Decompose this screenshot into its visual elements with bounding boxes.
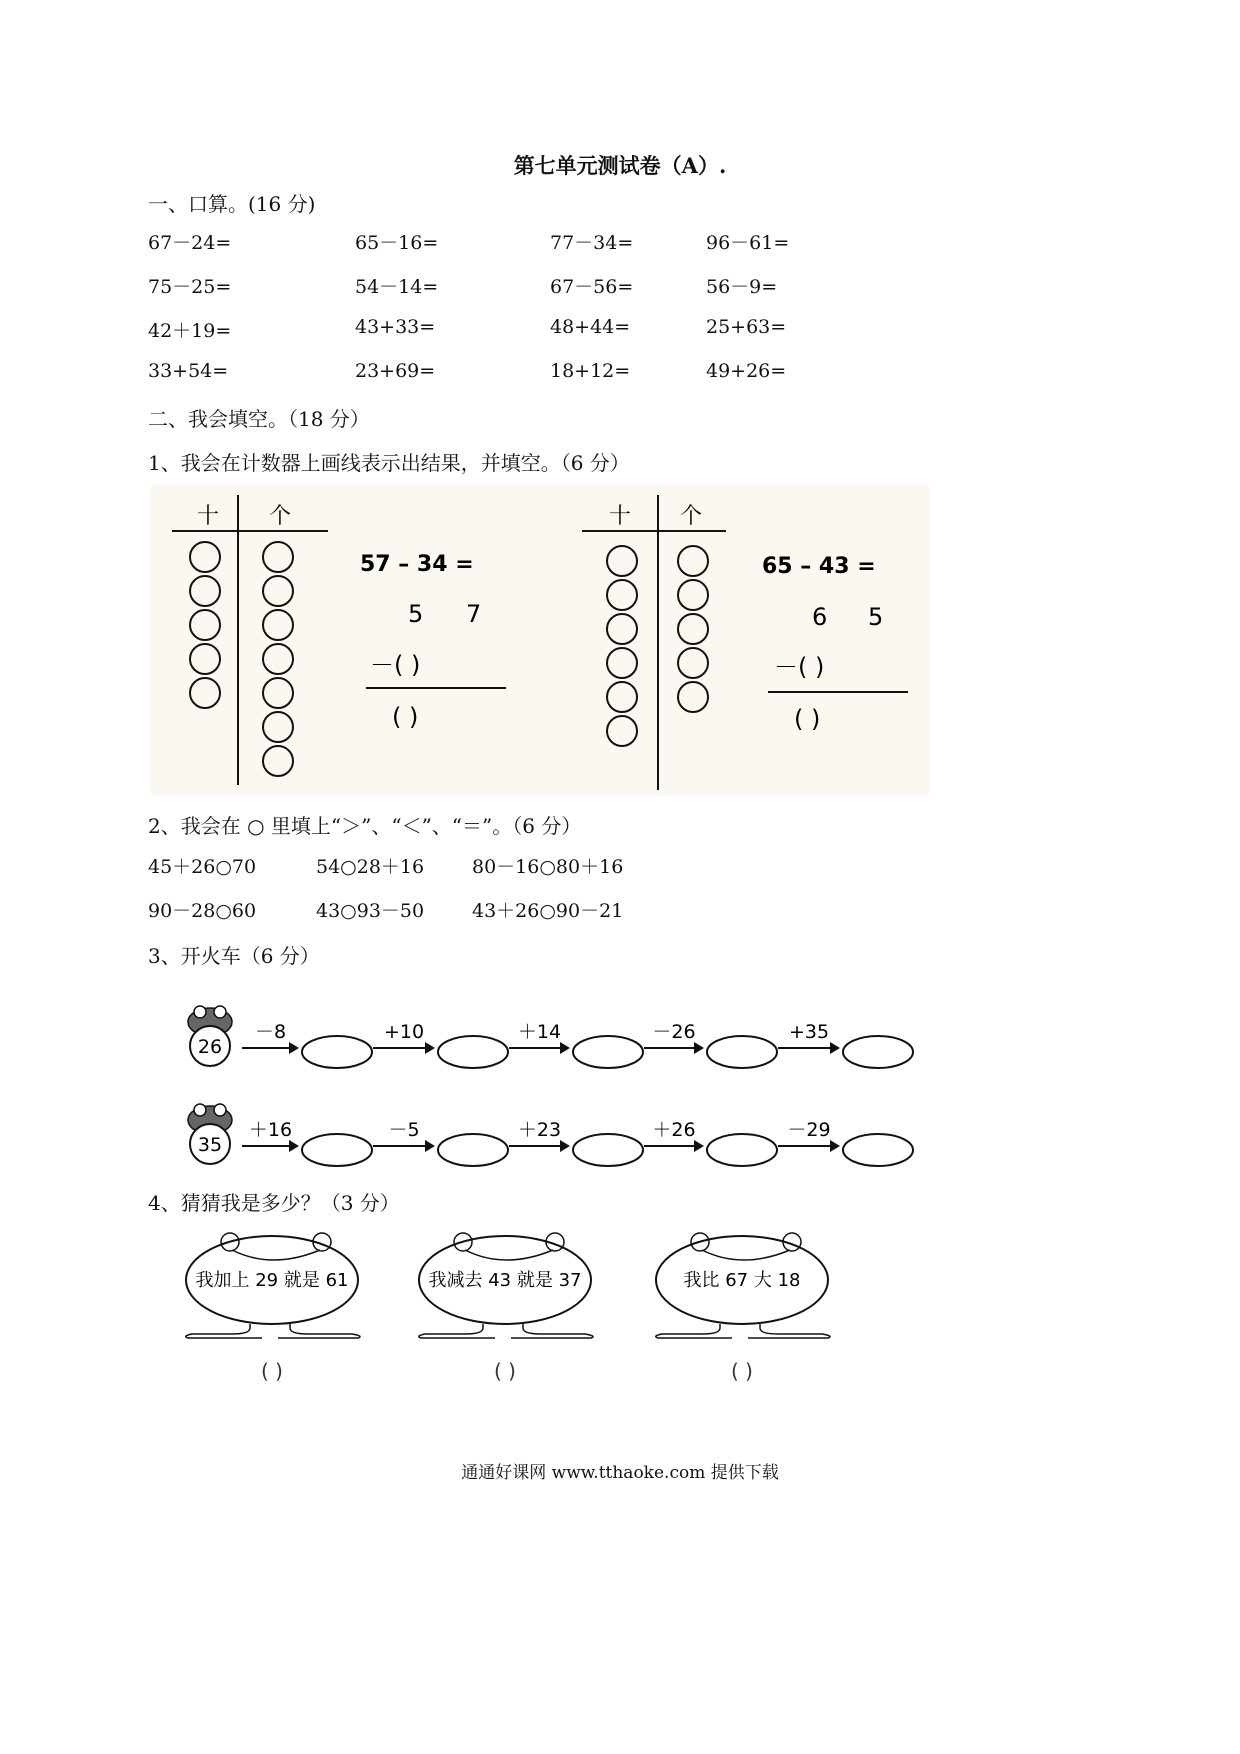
compare-item: 43＋26○90－21 (472, 900, 624, 922)
mental-math-item: 33+54= (148, 360, 229, 382)
mental-math-item: 96－61= (706, 232, 790, 254)
foot-icon (186, 1324, 262, 1338)
answer-oval (438, 1036, 508, 1068)
arrow-head-icon (830, 1140, 840, 1152)
answer-blank: ( ) (261, 1359, 283, 1383)
train-operation: －8 (254, 1021, 287, 1043)
answer-oval (438, 1134, 508, 1166)
compare-item: 54○28＋16 (316, 856, 425, 878)
mental-math-item: 54－14= (355, 276, 439, 298)
train-operation: －26 (652, 1021, 696, 1043)
guess-figure (185, 1228, 875, 1388)
answer-blank: ( ) (731, 1359, 753, 1383)
train-operation: ＋16 (248, 1119, 293, 1141)
train-operation: ＋26 (652, 1119, 696, 1141)
mental-math-item: 42＋19= (148, 320, 232, 342)
answer-oval (707, 1134, 777, 1166)
start-number: 35 (197, 1134, 223, 1156)
train-operation: +10 (383, 1021, 425, 1043)
mental-math-item: 75－25= (148, 276, 232, 298)
mental-math-item: 49+26= (706, 360, 787, 382)
train-operation: －29 (787, 1119, 831, 1141)
answer-blank: ( ) (494, 1359, 516, 1383)
result-blank: ( ) (392, 703, 419, 731)
mental-math-item: 56－9= (706, 276, 778, 298)
train-figure (170, 990, 930, 1170)
answer-oval (302, 1036, 372, 1068)
minus-blank: －( ) (774, 653, 825, 681)
tens-label: 十 (608, 504, 632, 529)
compare-item: 80－16○80＋16 (472, 856, 624, 878)
mental-math-item: 23+69= (355, 360, 436, 382)
top-ones-digit: 5 (868, 603, 884, 631)
bubble-text: 我加上 29 就是 61 (195, 1270, 349, 1291)
compare-item: 90－28○60 (148, 900, 257, 922)
minus-blank: －( ) (370, 651, 421, 679)
foot-icon (419, 1324, 495, 1338)
page-title: 第七单元测试卷（A）. (513, 153, 727, 178)
equation: 65 – 43 = (762, 554, 876, 579)
answer-oval (707, 1036, 777, 1068)
arm-line (465, 1250, 553, 1260)
mental-math-item: 67－24= (148, 232, 232, 254)
train-row (188, 1104, 913, 1166)
arrow-head-icon (694, 1140, 704, 1152)
arrow-head-icon (425, 1140, 435, 1152)
frog-eye-icon (214, 1006, 226, 1018)
compare-item: 45＋26○70 (148, 856, 257, 878)
arrow-head-icon (560, 1140, 570, 1152)
section2-heading: 二、我会填空。（18 分） (148, 407, 370, 431)
top-ones-digit: 7 (466, 600, 482, 628)
mental-math-item: 77－34= (550, 232, 634, 254)
bubble-text: 我比 67 大 18 (683, 1270, 801, 1291)
train-row (188, 1006, 913, 1068)
answer-oval (302, 1134, 372, 1166)
arrow-head-icon (830, 1042, 840, 1054)
foot-icon (511, 1324, 593, 1338)
arrow-head-icon (694, 1042, 704, 1054)
footer-text: 通通好课网 www.tthaoke.com 提供下载 (461, 1463, 779, 1483)
start-number: 26 (197, 1036, 223, 1058)
q4-heading: 4、猜猜我是多少？（3 分） (148, 1191, 400, 1215)
compare-item: 43○93－50 (316, 900, 425, 922)
train-operation: ＋23 (517, 1119, 562, 1141)
top-tens-digit: 6 (812, 603, 828, 631)
arm-line (702, 1250, 790, 1260)
tens-label: 十 (196, 504, 220, 529)
ones-label: 个 (679, 504, 703, 529)
frog-eye-icon (214, 1104, 226, 1116)
train-operation: +35 (788, 1021, 830, 1043)
guess-character (419, 1233, 593, 1383)
train-operation: －5 (388, 1119, 420, 1141)
result-blank: ( ) (794, 705, 821, 733)
frog-eye-icon (194, 1104, 206, 1116)
answer-oval (843, 1036, 913, 1068)
arrow-head-icon (425, 1042, 435, 1054)
ones-label: 个 (268, 504, 292, 529)
frog-eye-icon (194, 1006, 206, 1018)
q1-heading: 1、我会在计数器上画线表示出结果，并填空。（6 分） (148, 451, 630, 475)
arrow-head-icon (560, 1042, 570, 1054)
mental-math-item: 18+12= (550, 360, 631, 382)
abacus-figure (150, 485, 930, 795)
answer-oval (573, 1134, 643, 1166)
guess-character (656, 1233, 830, 1383)
foot-icon (748, 1324, 830, 1338)
answer-oval (573, 1036, 643, 1068)
mental-math-item: 67－56= (550, 276, 634, 298)
foot-icon (656, 1324, 732, 1338)
arrow-head-icon (289, 1140, 299, 1152)
mental-math-item: 48+44= (550, 316, 631, 338)
bubble-text: 我减去 43 就是 37 (428, 1270, 582, 1291)
arm-line (232, 1250, 320, 1260)
foot-icon (278, 1324, 360, 1338)
arrow-head-icon (289, 1042, 299, 1054)
equation: 57 – 34 = (360, 552, 474, 577)
top-tens-digit: 5 (408, 600, 424, 628)
answer-oval (843, 1134, 913, 1166)
section1-heading: 一、口算。(16 分) (148, 192, 316, 216)
q3-heading: 3、开火车（6 分） (148, 944, 320, 968)
mental-math-item: 25+63= (706, 316, 787, 338)
q2-heading: 2、我会在 ○ 里填上“＞”、“＜”、“＝”。（6 分） (148, 814, 582, 838)
train-operation: ＋14 (517, 1021, 562, 1043)
guess-character (186, 1233, 360, 1383)
mental-math-item: 43+33= (355, 316, 436, 338)
mental-math-item: 65－16= (355, 232, 439, 254)
